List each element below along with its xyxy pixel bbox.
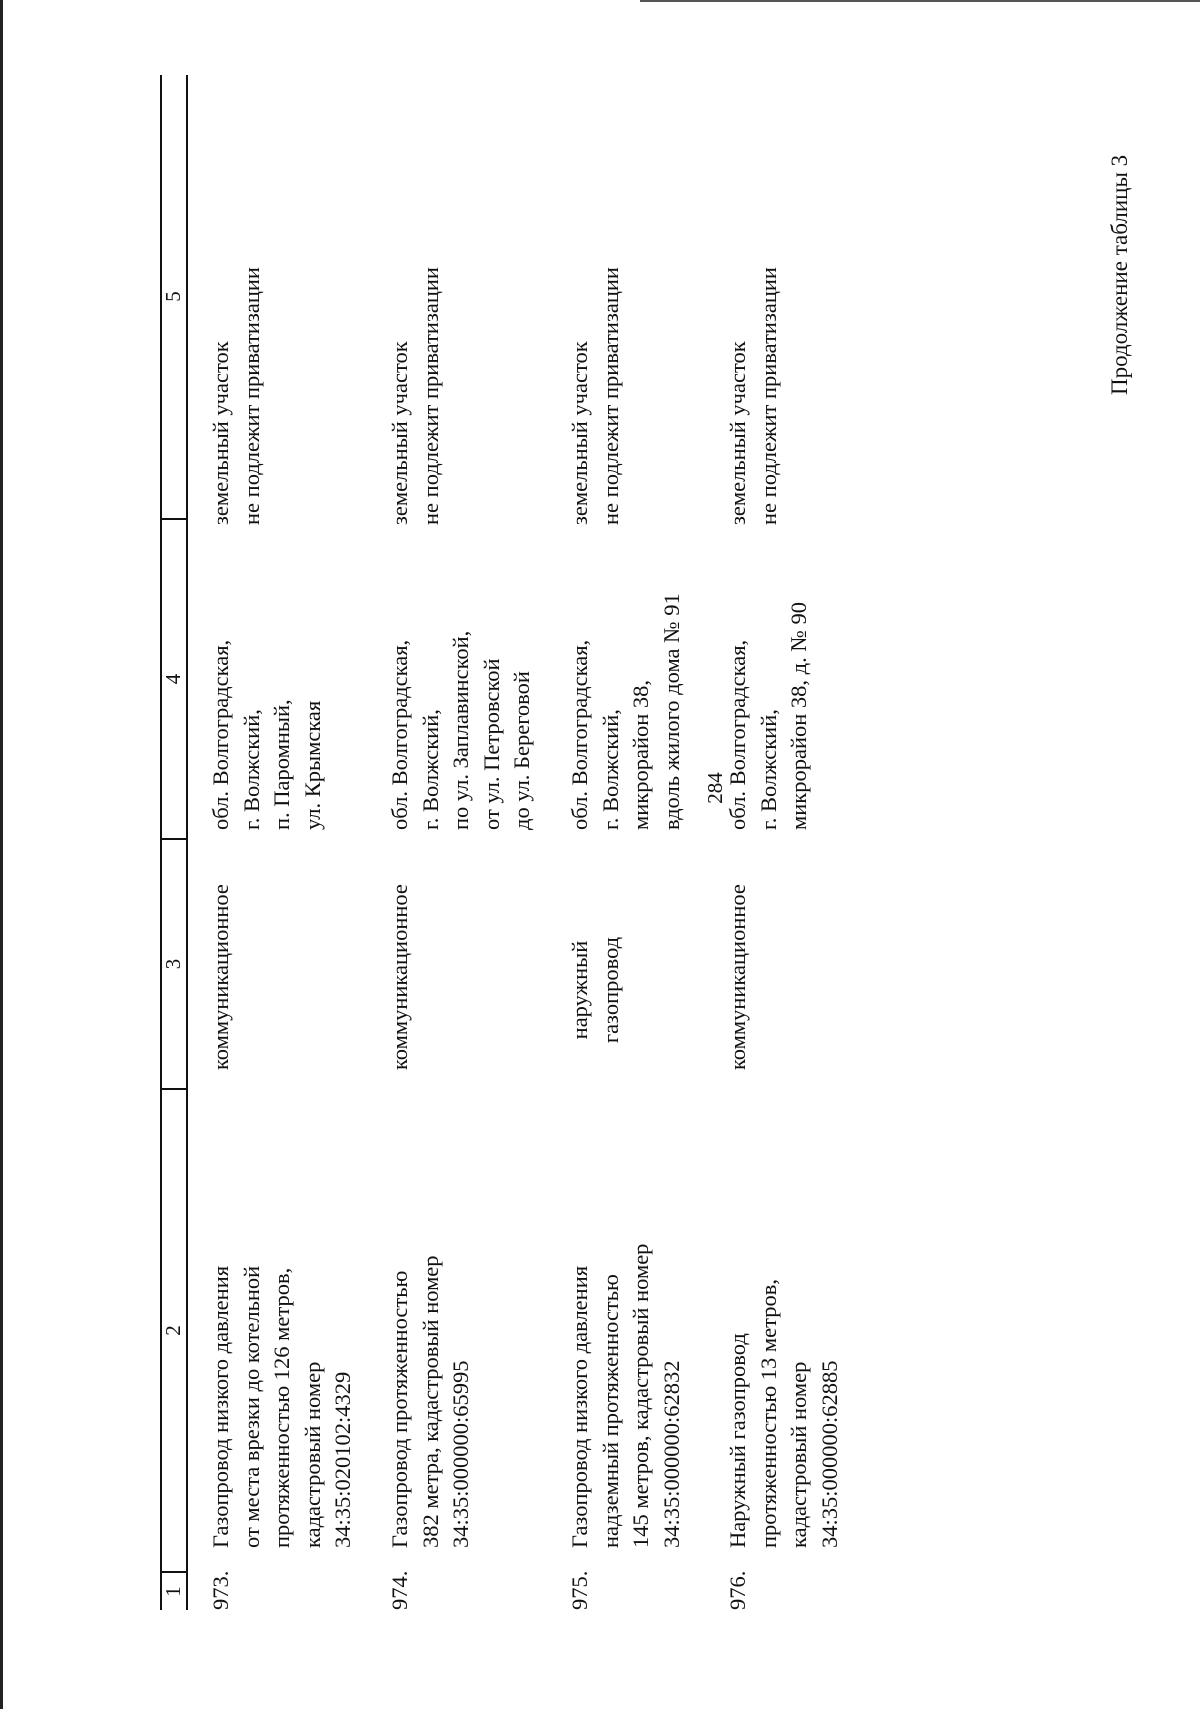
column-header-4: 4 — [161, 673, 185, 685]
object-type-cell: коммуникационное — [208, 884, 233, 1070]
column-header-3: 3 — [161, 958, 185, 970]
column-header-1: 1 — [161, 1586, 185, 1597]
object-name-cell: Газопровод низкого давления надземный протяженностью 145 метров, кадастровый номер 34:35:000000:62832 — [567, 1243, 684, 1548]
note-cell: земельный участок не подлежит приватизации — [725, 267, 781, 525]
table-row-number: 974. — [387, 1570, 412, 1610]
table-row-number: 973. — [208, 1570, 233, 1610]
table-row-number: 976. — [725, 1570, 750, 1610]
object-name-cell: Газопровод протяженностью 382 метра, кадастровый номер 34:35:000000:65995 — [387, 1255, 473, 1548]
scan-edge — [0, 0, 3, 1709]
data-table — [160, 75, 1200, 1610]
note-cell: земельный участок не подлежит приватизации — [387, 267, 443, 525]
table-header-border — [186, 75, 188, 1610]
object-type-cell: коммуникационное — [387, 884, 412, 1070]
table-row-number: 975. — [567, 1570, 592, 1610]
scan-edge — [640, 0, 1200, 2]
address-cell: обл. Волгоградская, г. Волжский, микрорайон 38, д. № 90 — [725, 602, 811, 830]
address-cell: обл. Волгоградская, г. Волжский, по ул. Заплавинской, от ул. Петровской до ул. Береговой — [387, 630, 534, 830]
page-number: 284 — [703, 772, 727, 804]
note-cell: земельный участок не подлежит приватизации — [208, 267, 264, 525]
column-header-5: 5 — [161, 291, 185, 302]
object-name-cell: Наружный газопровод протяженностью 13 метров, кадастровый номер 34:35:000000:62885 — [725, 1279, 842, 1548]
address-cell: обл. Волгоградская, г. Волжский, микрорайон 38, вдоль жилого дома № 91 — [567, 593, 684, 830]
column-header-2: 2 — [161, 1325, 185, 1336]
address-cell: обл. Волгоградская, г. Волжский, п. Паромный, ул. Крымская — [208, 639, 325, 830]
object-name-cell: Газопровод низкого давления от места врезки до котельной протяженностью 126 метров, кадастровый номер 34:35:020102:4329 — [208, 1265, 355, 1548]
table-continuation-label: Продолжение таблицы 3 — [1107, 154, 1132, 395]
object-type-cell: наружный газопровод — [567, 936, 623, 1044]
note-cell: земельный участок не подлежит приватизации — [567, 267, 623, 525]
object-type-cell: коммуникационное — [725, 884, 750, 1070]
